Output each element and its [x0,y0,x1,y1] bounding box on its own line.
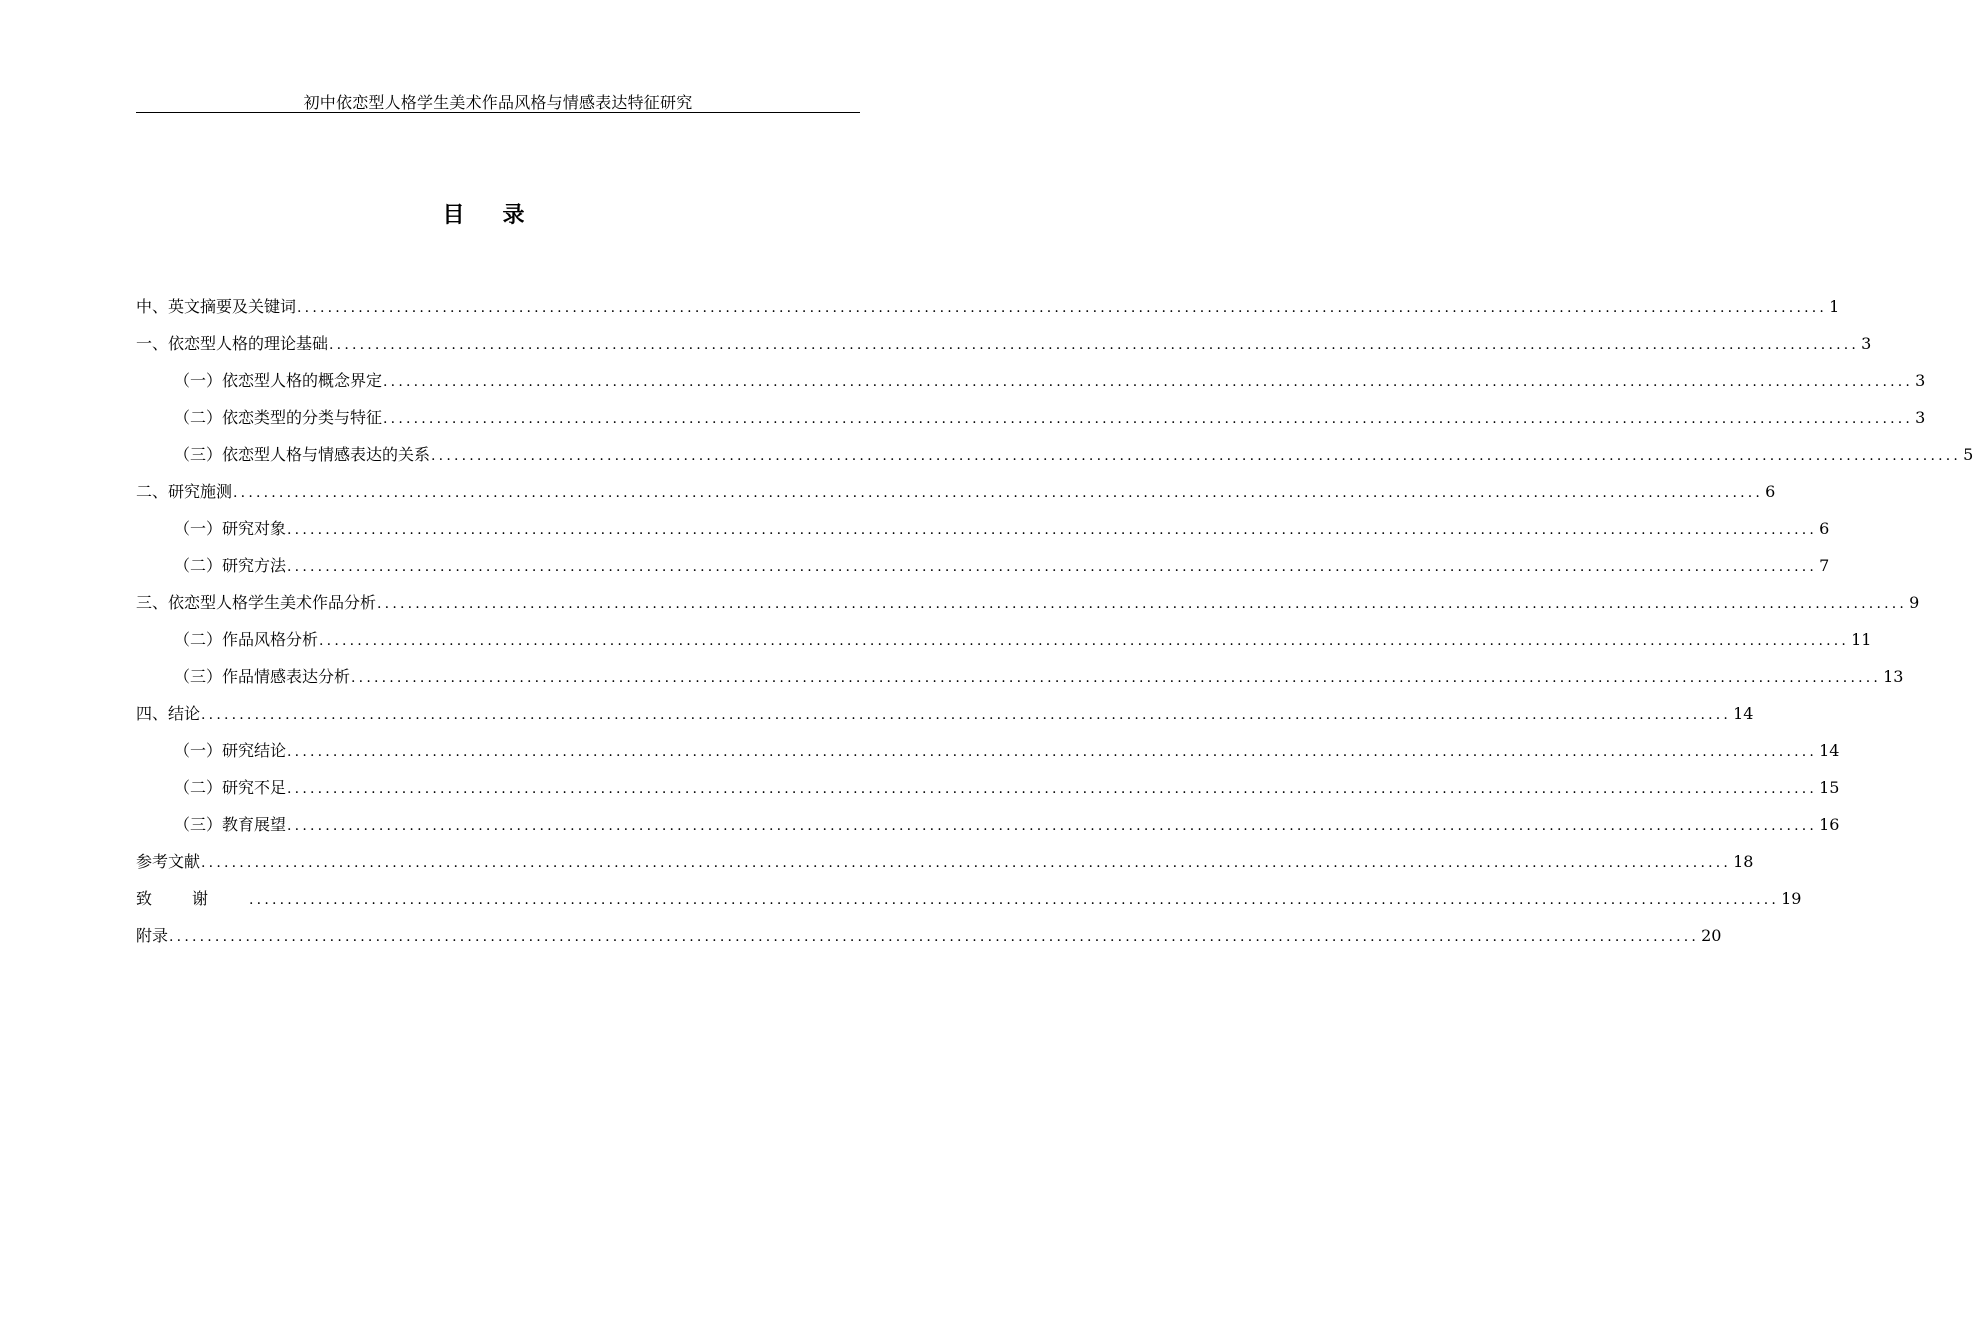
toc-entry-label: 一、依恋型人格的理论基础 [136,334,329,353]
toc-entry-label: （三）作品情感表达分析 [174,667,351,686]
toc-entry[interactable] [136,625,1872,662]
toc-dot-leader: ........................................................................................................................................................................................................ [383,374,1914,390]
toc-dot-leader: ........................................................................................................................................................................................................ [287,781,1818,797]
toc-dot-leader: ........................................................................................................................................................................................................ [201,707,1732,723]
running-header-title: 初中依恋型人格学生美术作品风格与情感表达特征研究 [303,93,693,112]
toc-dot-leader: ........................................................................................................................................................................................................ [383,411,1914,427]
toc-entry-page-number: 6 [1765,482,1776,501]
toc-entry[interactable] [136,699,1754,736]
toc-entry-label: 附录 [136,926,169,945]
toc-entry-label: （二）研究方法 [174,556,287,575]
toc-entry-page-number: 9 [1909,593,1920,612]
toc-entry-label: （二）研究不足 [174,778,287,797]
toc-dot-leader: ........................................................................................................................................................................................................ [287,744,1818,760]
toc-entry[interactable] [136,514,1830,551]
toc-entry-label: 参考文献 [136,852,201,871]
toc-entry-page-number: 15 [1819,778,1840,797]
toc-dot-leader: ........................................................................................................................................................................................................ [329,337,1860,353]
toc-entry-page-number: 19 [1781,889,1802,908]
toc-entry[interactable] [136,810,1840,847]
toc-dot-leader: ........................................................................................................................................................................................................ [201,855,1732,871]
toc-entry[interactable] [136,477,1776,514]
toc-entry-label: （一）研究对象 [174,519,287,538]
toc-title: 目录 [442,202,563,228]
toc-entry[interactable] [136,847,1754,884]
toc-entry-label: （二）依恋类型的分类与特征 [174,408,383,427]
toc-entry-page-number: 14 [1819,741,1840,760]
toc-entry[interactable] [136,440,1973,477]
toc-entry[interactable] [136,588,1920,625]
header-divider [136,112,860,113]
toc-entry-page-number: 1 [1829,297,1840,316]
toc-entry-label: （一）研究结论 [174,741,287,760]
toc-entry[interactable] [136,292,1840,329]
toc-entry-label: 四、结论 [136,704,201,723]
toc-dot-leader: ........................................................................................................................................................................................................ [377,596,1908,612]
toc-entry-page-number: 14 [1733,704,1754,723]
toc-entry-page-number: 7 [1819,556,1830,575]
toc-entry-page-number: 16 [1819,815,1840,834]
toc-entry-page-number: 13 [1883,667,1904,686]
toc-dot-leader: ........................................................................................................................................................................................................ [297,300,1828,316]
toc-entry[interactable] [136,366,1926,403]
toc-entry[interactable] [136,773,1840,810]
toc-entry-label: 二、研究施测 [136,482,233,501]
toc-dot-leader: ........................................................................................................................................................................................................ [351,670,1882,686]
toc-entry-label: 致谢 [136,889,249,908]
toc-dot-leader: ........................................................................................................................................................................................................ [287,818,1818,834]
toc-dot-leader: ........................................................................................................................................................................................................ [287,522,1818,538]
toc-entry[interactable] [136,403,1926,440]
toc-entry-page-number: 3 [1861,334,1872,353]
toc-entry-page-number: 18 [1733,852,1754,871]
toc-entry[interactable] [136,329,1872,366]
toc-entry-label: （一）依恋型人格的概念界定 [174,371,383,390]
toc-entry-label: （三）教育展望 [174,815,287,834]
toc-entry[interactable] [136,736,1840,773]
toc-entry[interactable] [136,921,1722,958]
toc-entry-page-number: 3 [1915,371,1926,390]
toc-entry-label: （三）依恋型人格与情感表达的关系 [174,445,431,464]
toc-entry-label: 三、依恋型人格学生美术作品分析 [136,593,377,612]
toc-entry[interactable] [136,884,1802,921]
toc-entry[interactable] [136,551,1830,588]
toc-entry-page-number: 11 [1851,630,1872,649]
toc-entry-page-number: 20 [1701,926,1722,945]
toc-dot-leader: ........................................................................................................................................................................................................ [287,559,1818,575]
toc-entry-page-number: 5 [1963,445,1973,464]
toc-entry[interactable] [136,662,1904,699]
toc-dot-leader: ........................................................................................................................................................................................................ [249,892,1780,908]
toc-dot-leader: ........................................................................................................................................................................................................ [431,448,1962,464]
toc-dot-leader: ........................................................................................................................................................................................................ [233,485,1764,501]
toc-dot-leader: ........................................................................................................................................................................................................ [319,633,1850,649]
toc-entry-label: （二）作品风格分析 [174,630,319,649]
toc-entry-page-number: 6 [1819,519,1830,538]
toc-entry-page-number: 3 [1915,408,1926,427]
toc-dot-leader: ........................................................................................................................................................................................................ [169,929,1700,945]
table-of-contents [136,292,1973,958]
toc-entry-label: 中、英文摘要及关键词 [136,297,297,316]
